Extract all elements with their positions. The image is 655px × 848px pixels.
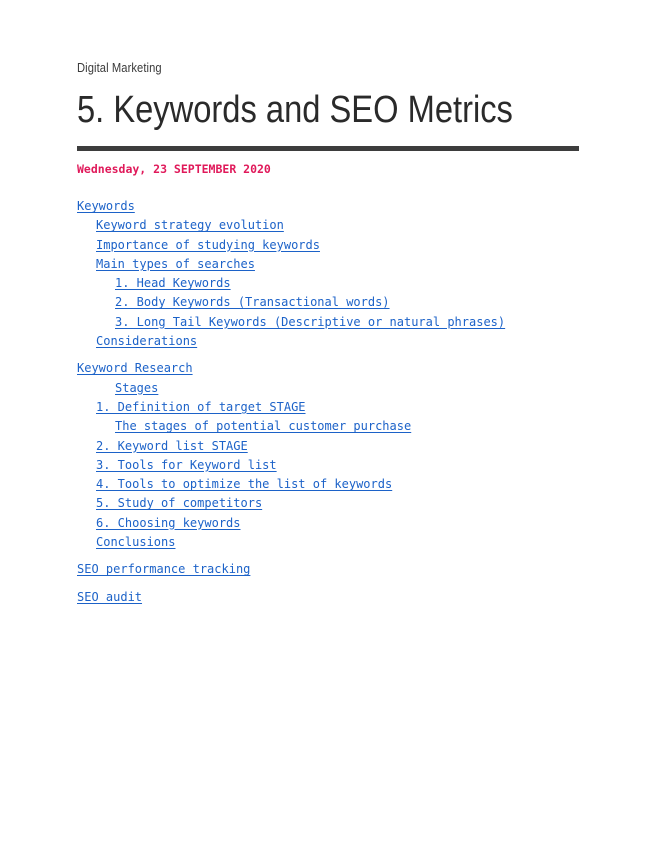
toc-link-choosing-keywords[interactable]: 6. Choosing keywords (96, 515, 241, 530)
toc-link-stages-purchase[interactable]: The stages of potential customer purchase (115, 419, 412, 434)
page (77, 58, 579, 607)
toc-item-stages (77, 379, 579, 398)
toc-link-keyword-research[interactable]: Keyword Research (77, 361, 193, 376)
toc-item-stages-purchase (77, 417, 579, 436)
toc-item-choosing-keywords (77, 514, 579, 533)
toc-item-tools-optimize (77, 475, 579, 494)
page-title: 5. Keywords and SEO Metrics (77, 89, 513, 131)
blog-category: Digital Marketing (77, 60, 162, 75)
toc-link-tools-optimize[interactable]: 4. Tools to optimize the list of keywords (96, 477, 393, 492)
toc-item-keyword-list-stage (77, 437, 579, 456)
toc-link-importance[interactable]: Importance of studying keywords (96, 237, 320, 252)
toc-link-study-competitors[interactable]: 5. Study of competitors (96, 496, 263, 511)
toc-item-keyword-research (77, 359, 579, 378)
toc-item-tools-keyword-list (77, 456, 579, 475)
toc-item-importance (77, 236, 579, 255)
toc-link-body-keywords[interactable]: 2. Body Keywords (Transactional words) (115, 295, 390, 310)
toc-item-head-keywords (77, 274, 579, 293)
toc-item-seo-tracking (77, 560, 579, 579)
toc-link-keywords[interactable]: Keywords (77, 199, 135, 213)
toc-item-conclusions (77, 533, 579, 552)
toc-link-seo-audit[interactable]: SEO audit (77, 589, 143, 604)
toc-item-main-types (77, 255, 579, 274)
toc-link-seo-tracking[interactable]: SEO performance tracking (77, 562, 251, 577)
toc-link-considerations[interactable]: Considerations (96, 334, 198, 349)
toc-link-tools-keyword-list[interactable]: 3. Tools for Keyword list (96, 457, 277, 472)
table-of-contents (77, 197, 579, 607)
toc-link-main-types[interactable]: Main types of searches (96, 256, 255, 271)
toc-item-definition-target (77, 398, 579, 417)
title-divider (77, 146, 579, 151)
toc-link-head-keywords[interactable]: 1. Head Keywords (115, 276, 231, 291)
toc-link-strategy-evolution[interactable]: Keyword strategy evolution (96, 218, 284, 233)
toc-link-keyword-list-stage[interactable]: 2. Keyword list STAGE (96, 438, 248, 453)
toc-item-study-competitors (77, 494, 579, 513)
toc-link-definition-target[interactable]: 1. Definition of target STAGE (96, 399, 306, 414)
toc-item-long-tail (77, 313, 579, 332)
toc-item-seo-audit (77, 588, 579, 607)
toc-link-stages[interactable]: Stages (115, 380, 159, 395)
toc-item-body-keywords (77, 293, 579, 312)
toc-link-long-tail[interactable]: 3. Long Tail Keywords (Descriptive or natural phrases) (115, 314, 506, 329)
toc-link-conclusions[interactable]: Conclusions (96, 535, 176, 550)
post-date: Wednesday, 23 SEPTEMBER 2020 (77, 162, 271, 176)
toc-item-keywords (77, 197, 579, 216)
toc-item-considerations (77, 332, 579, 351)
toc-item-strategy-evolution (77, 216, 579, 235)
